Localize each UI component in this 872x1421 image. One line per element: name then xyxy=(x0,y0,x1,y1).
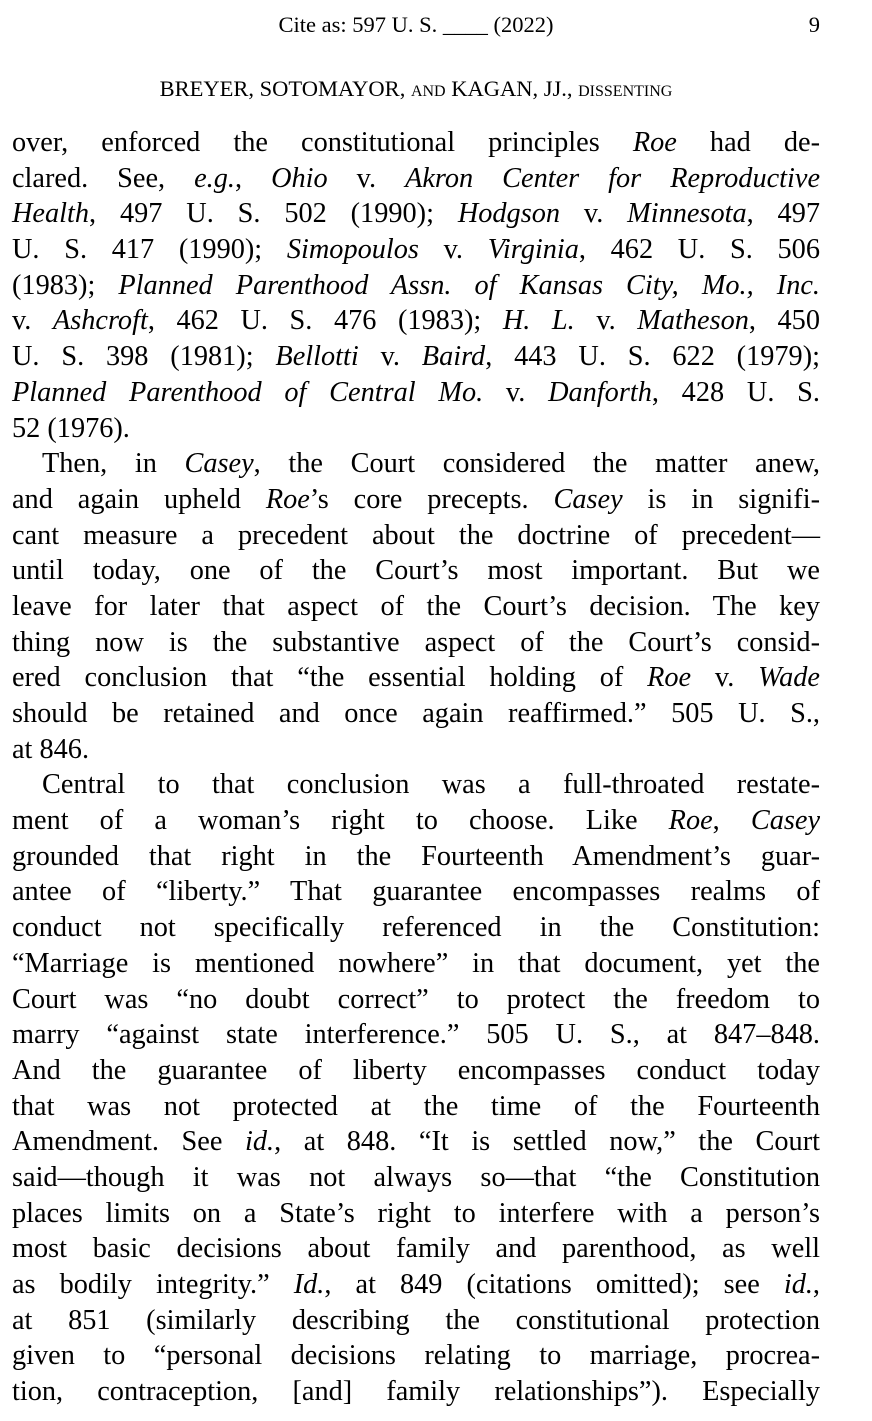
text-run: , at 849 (citations omitted); see xyxy=(324,1269,784,1300)
text-line xyxy=(12,874,820,910)
italic-run: Id. xyxy=(293,1269,325,1300)
citation-header: Cite as: 597 U. S. ____ (2022) xyxy=(278,12,554,37)
italic-run: Wade xyxy=(758,662,820,694)
italic-run: Planned Parenthood of Central Mo. xyxy=(12,376,484,408)
opinion-body xyxy=(12,125,820,1410)
text-run: v. xyxy=(358,341,422,373)
text-run: (1983); xyxy=(12,269,119,301)
text-line xyxy=(12,196,820,232)
text-run: v. xyxy=(483,376,549,408)
text-run: v. xyxy=(574,305,638,337)
italic-run: Casey xyxy=(750,805,820,837)
text-line xyxy=(12,625,820,661)
text-run: Court was “no doubt correct” to protect the freedom to xyxy=(12,983,820,1015)
text-run: , 462 U. S. 506 xyxy=(578,234,820,266)
text-run: over, enforced the constitutional principles xyxy=(12,127,633,158)
italic-run: Planned Parenthood Assn. of Kansas City, Mo., Inc. xyxy=(118,269,820,301)
text-run: 52 (1976). xyxy=(12,412,130,444)
italic-run: Health xyxy=(12,198,90,230)
text-line xyxy=(12,803,820,839)
text-line xyxy=(12,553,820,589)
italic-run: Akron Center for Reproductive xyxy=(405,162,820,194)
text-run: ’s core precepts. xyxy=(309,483,554,515)
italic-run: Matheson xyxy=(637,305,749,337)
italic-run: Casey xyxy=(553,483,623,515)
text-run: v. xyxy=(12,305,53,337)
italic-run: Roe xyxy=(647,662,692,694)
text-line xyxy=(12,1196,820,1232)
text-run: antee of “liberty.” That guarantee encompasses realms of xyxy=(12,876,820,908)
text-line xyxy=(12,946,820,982)
text-line xyxy=(12,1160,820,1196)
text-line xyxy=(12,339,820,375)
text-run: ered conclusion that “the essential holding of xyxy=(12,662,648,694)
text-run: until today, one of the Court’s most important. But we xyxy=(12,555,820,587)
italic-run: Casey xyxy=(184,448,254,480)
text-run: , 497 xyxy=(746,198,820,230)
italic-run: Hodgson xyxy=(457,198,561,230)
text-line xyxy=(12,910,820,946)
paragraph-roe-precedents xyxy=(12,125,820,446)
text-run: v. xyxy=(418,234,488,266)
text-line xyxy=(12,1017,820,1053)
text-line xyxy=(12,232,820,268)
italic-run: Bellotti xyxy=(275,341,359,373)
paragraph-right-to-choose xyxy=(12,767,820,1409)
text-run: , at 848. “It is settled now,” the Court xyxy=(274,1126,820,1158)
italic-run: id. xyxy=(245,1126,275,1158)
text-line xyxy=(12,303,820,339)
text-run: , xyxy=(712,805,751,837)
text-line xyxy=(12,446,820,482)
text-line xyxy=(12,1338,820,1374)
text-run: , xyxy=(812,1269,820,1300)
text-run: , the Court considered the matter anew, xyxy=(253,448,820,480)
text-line xyxy=(12,518,820,554)
text-line xyxy=(12,1267,820,1303)
italic-run: Ohio xyxy=(271,162,328,194)
text-run: “Marriage is mentioned nowhere” in that document, yet the xyxy=(12,947,820,979)
text-run: tion, contraception, [and] family relationships”). Especially xyxy=(12,1376,820,1408)
text-line xyxy=(12,411,820,447)
text-line xyxy=(12,982,820,1018)
text-run: should be retained and once again reaffirmed.” 505 U. S., xyxy=(12,698,820,729)
text-run: at 846. xyxy=(12,733,90,765)
text-run: U. S. 398 (1981); xyxy=(12,341,276,373)
text-run: clared. See, xyxy=(12,162,195,194)
italic-run: e.g. xyxy=(194,162,235,194)
italic-run: Ashcroft xyxy=(52,305,148,337)
text-run: grounded that right in the Fourteenth Amendment’s guar- xyxy=(12,840,820,872)
text-run: leave for later that aspect of the Court’s decision. The key xyxy=(12,590,820,622)
text-run: places limits on a State’s right to interfere with a person’s xyxy=(12,1197,820,1229)
text-run: v. xyxy=(327,162,406,194)
text-run: and again upheld xyxy=(12,483,266,515)
text-run: U. S. 417 (1990); xyxy=(12,234,287,266)
text-run: v. xyxy=(691,662,759,694)
italic-run: id. xyxy=(783,1269,813,1300)
text-line xyxy=(12,660,820,696)
text-run: had de- xyxy=(676,127,820,158)
page-number: 9 xyxy=(808,12,820,37)
text-run: , 462 U. S. 476 (1983); xyxy=(147,305,503,337)
text-run: , 450 xyxy=(748,305,820,337)
text-run: , xyxy=(234,162,272,194)
text-line xyxy=(12,125,820,161)
paragraph-casey-core-precepts xyxy=(12,446,820,767)
text-run: ment of a woman’s right to choose. Like xyxy=(12,805,669,837)
text-line xyxy=(12,1231,820,1267)
italic-run: Virginia xyxy=(487,234,579,266)
text-line xyxy=(12,268,820,304)
text-run: given to “personal decisions relating to marriage, procrea- xyxy=(12,1340,820,1372)
italic-run: Roe xyxy=(632,127,677,158)
text-line xyxy=(12,1053,820,1089)
text-run: , 443 U. S. 622 (1979); xyxy=(485,341,820,373)
dissent-running-head: BREYER, SOTOMAYOR, and KAGAN, JJ., dissenting xyxy=(159,76,673,101)
text-line xyxy=(12,161,820,197)
text-run: most basic decisions about family and parenthood, as well xyxy=(12,1233,820,1265)
text-line xyxy=(12,375,820,411)
text-line xyxy=(12,767,820,803)
text-line xyxy=(12,1303,820,1339)
text-line xyxy=(12,1374,820,1410)
text-line xyxy=(12,1089,820,1125)
text-run: thing now is the substantive aspect of the Court’s consid- xyxy=(12,626,820,658)
text-line xyxy=(12,482,820,518)
italic-run: Minnesota xyxy=(627,198,747,230)
text-run: v. xyxy=(560,198,628,230)
text-run: cant measure a precedent about the doctrine of precedent— xyxy=(12,519,820,551)
text-run: is in signifi- xyxy=(622,483,820,515)
italic-run: Danforth xyxy=(548,376,652,408)
italic-run: Roe xyxy=(668,805,713,837)
text-run: Amendment. See xyxy=(12,1126,245,1158)
text-run: said—though it was not always so—that “the Constitution xyxy=(12,1161,820,1193)
text-run: Central to that conclusion was a full-throated restate- xyxy=(42,769,820,801)
text-run: as bodily integrity.” xyxy=(12,1269,294,1300)
text-run: that was not protected at the time of the Fourteenth xyxy=(12,1090,820,1122)
italic-run: H. L. xyxy=(502,305,575,337)
italic-run: Simopoulos xyxy=(286,234,419,266)
text-line xyxy=(12,696,820,732)
text-run: at 851 (similarly describing the constitutional protection xyxy=(12,1304,820,1336)
text-run: And the guarantee of liberty encompasses conduct today xyxy=(12,1054,820,1086)
text-line xyxy=(12,839,820,875)
text-run: marry “against state interference.” 505 U. S., at 847–848. xyxy=(12,1019,820,1051)
italic-run: Baird xyxy=(421,341,486,373)
text-run: Then, in xyxy=(42,448,185,480)
text-line xyxy=(12,589,820,625)
text-run: , 497 U. S. 502 (1990); xyxy=(89,198,458,230)
text-run: conduct not specifically referenced in the Constitution: xyxy=(12,912,820,944)
text-line xyxy=(12,732,820,768)
text-line xyxy=(12,1124,820,1160)
italic-run: Roe xyxy=(265,483,310,515)
text-run: , 428 U. S. xyxy=(651,376,820,408)
